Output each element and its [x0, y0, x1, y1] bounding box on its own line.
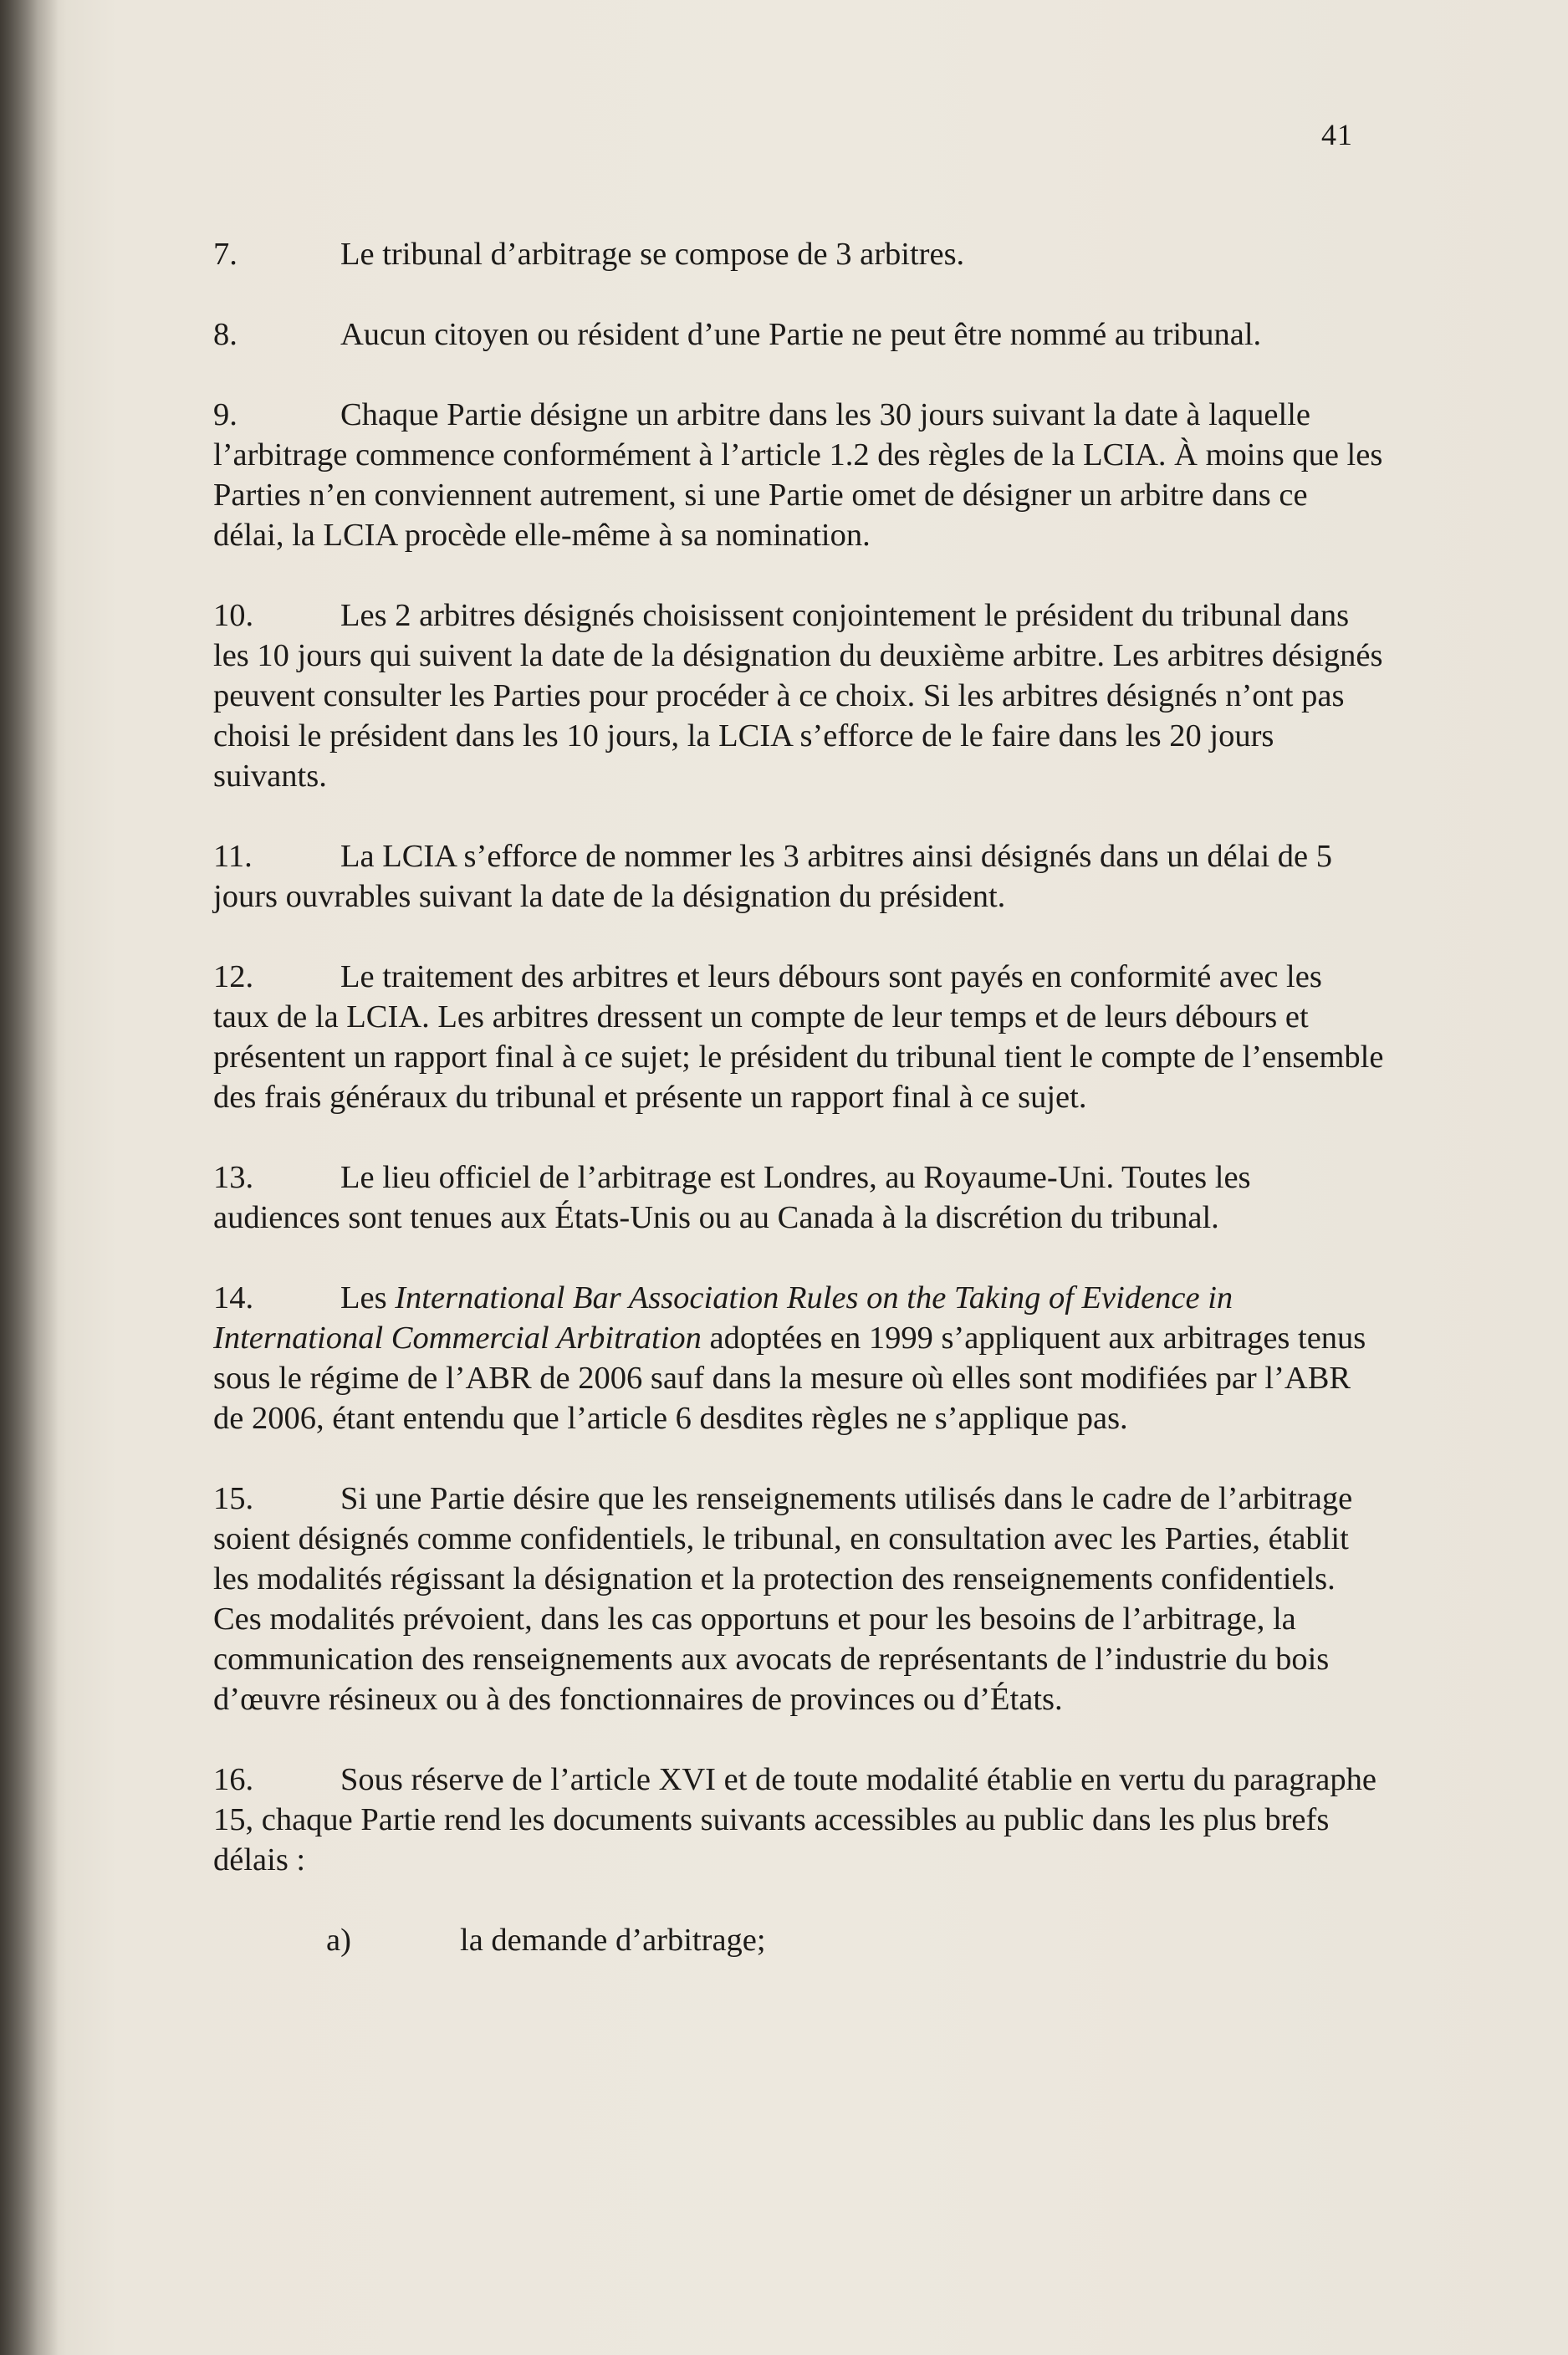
paragraph-text-before: Les	[340, 1280, 396, 1315]
paragraph-text: La LCIA s’efforce de nommer les 3 arbitres ainsi désignés dans un délai de 5 jours ouvrables suivant la date de la désignation du président.	[213, 839, 1333, 914]
paragraph-10	[213, 595, 1384, 796]
paragraph-text-after: adoptées en 1999 s’appliquent aux arbitrages tenus sous le régime de l’ABR de 2006 sauf dans la mesure où elles sont modifiées par l’ABR de 2006, étant entendu que l’article 6 desdites règles ne s’applique pas.	[213, 1321, 1366, 1436]
paragraph-text: Les 2 arbitres désignés choisissent conjointement le président du tribunal dans les 10 jours qui suivent la date de la désignation du deuxième arbitre. Les arbitres désignés peuvent consulter les Parties pour procéder à ce choix. Si les arbitres désignés n’ont pas choisi le président dans les 10 jours, la LCIA s’efforce de le faire dans les 20 jours suivants.	[213, 598, 1383, 794]
paragraph-number: 15.	[213, 1481, 254, 1516]
paragraph-number: 9.	[213, 397, 237, 432]
paragraph-14	[213, 1278, 1384, 1438]
paragraph-number: 12.	[213, 959, 254, 994]
paragraph-number: 14.	[213, 1280, 254, 1315]
paragraph-16	[213, 1760, 1384, 1880]
subitem-text: la demande d’arbitrage;	[460, 1923, 766, 1958]
page-number: 41	[1321, 118, 1353, 151]
paragraph-11	[213, 836, 1384, 917]
paragraph-text: Si une Partie désire que les renseignements utilisés dans le cadre de l’arbitrage soient désignés comme confidentiels, le tribunal, en consultation avec les Parties, établit les modalités régissant la désignation et la protection des renseignements confidentiels. Ces modalités prévoient, dans les cas opportuns et pour les besoins de l’arbitrage, la communication des renseignements aux avocats de représentants de l’industrie du bois d’œuvre résineux ou à des fonctionnaires de provinces ou d’États.	[213, 1481, 1353, 1717]
subitem-a	[213, 1920, 1384, 1960]
subitem-label: a)	[326, 1923, 351, 1958]
paragraph-text: Aucun citoyen ou résident d’une Partie ne peut être nommé au tribunal.	[340, 317, 1262, 352]
paragraph-9	[213, 395, 1384, 555]
paragraph-text: Le lieu officiel de l’arbitrage est Londres, au Royaume-Uni. Toutes les audiences sont tenues aux États-Unis ou au Canada à la discrétion du tribunal.	[213, 1160, 1251, 1235]
paragraph-7	[213, 234, 1384, 274]
paragraph-12	[213, 957, 1384, 1117]
paragraph-number: 11.	[213, 839, 253, 874]
paragraph-number: 13.	[213, 1160, 254, 1195]
paragraph-number: 8.	[213, 317, 237, 352]
binding-shadow	[0, 0, 59, 2355]
document-body	[213, 234, 1384, 1960]
paragraph-8	[213, 314, 1384, 355]
paragraph-text: Le tribunal d’arbitrage se compose de 3 arbitres.	[340, 237, 965, 272]
paragraph-13	[213, 1157, 1384, 1238]
paragraph-text: Chaque Partie désigne un arbitre dans les 30 jours suivant la date à laquelle l’arbitrage commence conformément à l’article 1.2 des règles de la LCIA. À moins que les Parties n’en conviennent autrement, si une Partie omet de désigner un arbitre dans ce délai, la LCIA procède elle-même à sa nomination.	[213, 397, 1383, 553]
paragraph-text: Le traitement des arbitres et leurs débours sont payés en conformité avec les taux de la LCIA. Les arbitres dressent un compte de leur temps et de leurs débours et présentent un rapport final à ce sujet; le président du tribunal tient le compte de l’ensemble des frais généraux du tribunal et présente un rapport final à ce sujet.	[213, 959, 1384, 1115]
paragraph-15	[213, 1479, 1384, 1719]
paragraph-italic-title: International Bar Association Rules on the Taking of Evidence in International Commercial Arbitration	[213, 1280, 1233, 1356]
paragraph-number: 10.	[213, 598, 254, 633]
paragraph-number: 16.	[213, 1762, 254, 1797]
paragraph-number: 7.	[213, 237, 237, 272]
paragraph-text: Sous réserve de l’article XVI et de toute modalité établie en vertu du paragraphe 15, chaque Partie rend les documents suivants accessibles au public dans les plus brefs délais :	[213, 1762, 1376, 1877]
